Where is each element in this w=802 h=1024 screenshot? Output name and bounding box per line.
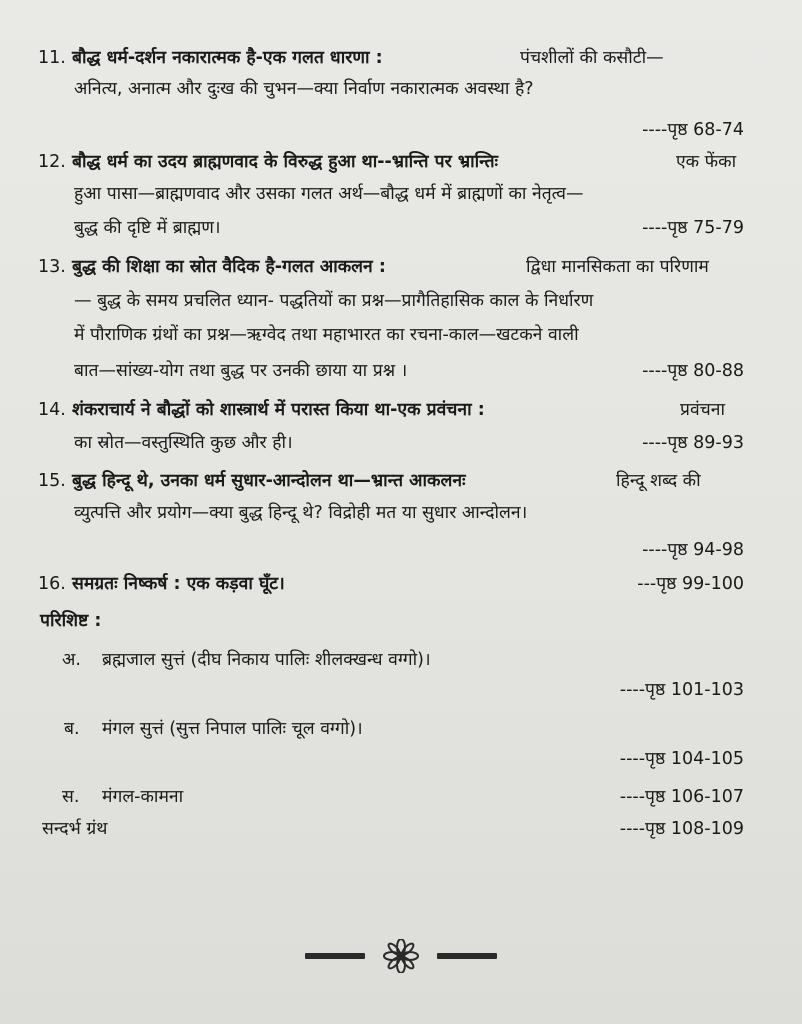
floral-ornament-icon bbox=[301, 939, 501, 973]
entry-11-line-1 bbox=[0, 42, 802, 74]
appendix-heading: परिशिष्ट : bbox=[40, 611, 102, 631]
page-range: ----पृष्ठ 108-109 bbox=[619, 819, 744, 839]
entry-description: बुद्ध की दृष्टि में ब्राह्मण। bbox=[74, 218, 221, 238]
page-range: ----पृष्ठ 101-103 bbox=[619, 680, 744, 700]
appendix-heading-line bbox=[0, 605, 802, 637]
page-range: ----पृष्ठ 106-107 bbox=[619, 787, 744, 807]
entry-description: हुआ पासा—ब्राह्मणवाद और उसका गलत अर्थ—बौद्ध धर्म में ब्राह्मणों का नेतृत्व— bbox=[74, 184, 584, 204]
entry-description: प्रवंचना bbox=[680, 400, 726, 420]
entry-number: 15. bbox=[38, 471, 66, 491]
appendix-title: मंगल सुत्तं (सुत्त निपाल पालिः चूल वग्गो)। bbox=[102, 719, 363, 739]
entry-14-line-1 bbox=[0, 394, 802, 426]
entry-12-line-1 bbox=[0, 146, 802, 178]
page-range: ----पृष्ठ 94-98 bbox=[642, 540, 744, 560]
entry-description: का स्रोत—वस्तुस्थिति कुछ और ही। bbox=[74, 433, 293, 453]
entry-13-line-2 bbox=[0, 285, 802, 317]
entry-11-line-2 bbox=[0, 73, 802, 105]
entry-description: द्विधा मानसिकता का परिणाम bbox=[526, 257, 709, 277]
entry-15-line-2 bbox=[0, 497, 802, 529]
entry-title: बौद्ध धर्म-दर्शन नकारात्मक है-एक गलत धारणा : bbox=[72, 48, 383, 68]
appendix-label: स. bbox=[62, 787, 80, 807]
entry-13-line-1 bbox=[0, 251, 802, 283]
entry-description: — बुद्ध के समय प्रचलित ध्यान- पद्धतियों का प्रश्न—प्रागैतिहासिक काल के निर्धारण bbox=[74, 291, 594, 311]
appendix-item-b bbox=[0, 713, 802, 745]
appendix-item-a bbox=[0, 644, 802, 676]
appendix-label: ब. bbox=[64, 719, 80, 739]
entry-description: बात—सांख्य-योग तथा बुद्ध पर उनकी छाया या प्रश्न । bbox=[74, 361, 408, 381]
entry-title: बौद्ध धर्म का उदय ब्राह्मणवाद के विरुद्ध हुआ था--भ्रान्ति पर भ्रान्तिः bbox=[72, 152, 499, 172]
page-range: ---पृष्ठ 99-100 bbox=[637, 574, 744, 594]
entry-title: बुद्ध हिन्दू थे, उनका धर्म सुधार-आन्दोलन था—भ्रान्त आकलनः bbox=[72, 471, 466, 491]
entry-title: समग्रतः निष्कर्ष : एक कड़वा घूँट। bbox=[72, 574, 285, 594]
appendix-item-s bbox=[0, 781, 802, 813]
entry-15-line-1 bbox=[0, 465, 802, 497]
appendix-item-b-page bbox=[0, 743, 802, 775]
appendix-title: ब्रह्मजाल सुत्तं (दीघ निकाय पालिः शीलक्खन्ध वग्गो)। bbox=[102, 650, 431, 670]
entry-12-line-3 bbox=[0, 212, 802, 244]
entry-11-page bbox=[0, 114, 802, 146]
references-title: सन्दर्भ ग्रंथ bbox=[42, 819, 108, 839]
entry-number: 12. bbox=[38, 152, 66, 172]
entry-number: 16. bbox=[38, 574, 66, 594]
appendix-title: मंगल-कामना bbox=[102, 787, 184, 807]
entry-description: में पौराणिक ग्रंथों का प्रश्न—ऋग्वेद तथा महाभारत का रचना-काल—खटकने वाली bbox=[74, 325, 579, 345]
page-range: ----पृष्ठ 89-93 bbox=[642, 433, 744, 453]
entry-description: अनित्य, अनात्म और दुःख की चुभन—क्या निर्वाण नकारात्मक अवस्था है? bbox=[74, 79, 534, 99]
entry-description: व्युत्पत्ति और प्रयोग—क्या बुद्ध हिन्दू थे? विद्रोही मत या सुधार आन्दोलन। bbox=[74, 503, 528, 523]
entry-description: हिन्दू शब्द की bbox=[616, 471, 701, 491]
entry-12-line-2 bbox=[0, 178, 802, 210]
entry-title: बुद्ध की शिक्षा का स्रोत वैदिक है-गलत आकलन : bbox=[72, 257, 386, 277]
entry-number: 13. bbox=[38, 257, 66, 277]
entry-15-page bbox=[0, 534, 802, 566]
page-range: ----पृष्ठ 104-105 bbox=[619, 749, 744, 769]
references-line bbox=[0, 813, 802, 845]
entry-number: 14. bbox=[38, 400, 66, 420]
entry-13-line-3 bbox=[0, 319, 802, 351]
page-range: ----पृष्ठ 75-79 bbox=[642, 218, 744, 238]
entry-number: 11. bbox=[38, 48, 66, 68]
page-range: ----पृष्ठ 68-74 bbox=[642, 120, 744, 140]
entry-description: एक फेंका bbox=[676, 152, 737, 172]
entry-title: शंकराचार्य ने बौद्धों को शास्त्रार्थ में परास्त किया था-एक प्रवंचना : bbox=[72, 400, 485, 420]
appendix-label: अ. bbox=[62, 650, 81, 670]
entry-14-line-2 bbox=[0, 427, 802, 459]
page-range: ----पृष्ठ 80-88 bbox=[642, 361, 744, 381]
entry-description: पंचशीलों की कसौटी— bbox=[520, 48, 664, 68]
appendix-item-a-page bbox=[0, 674, 802, 706]
entry-13-line-4 bbox=[0, 355, 802, 387]
entry-16 bbox=[0, 568, 802, 600]
